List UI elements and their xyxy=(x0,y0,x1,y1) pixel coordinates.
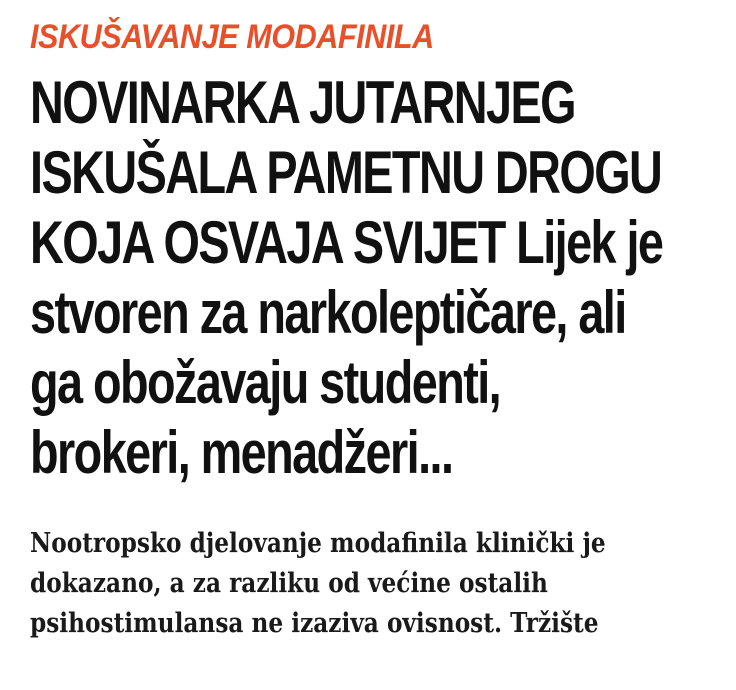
article-headline[interactable] xyxy=(30,68,720,488)
article-kicker[interactable]: ISKUŠAVANJE MODAFINILA xyxy=(30,18,434,56)
headline-line: NOVINARKA JUTARNJEG xyxy=(30,69,576,136)
lead-line: psihostimulansa ne izaziva ovisnost. Tržište xyxy=(30,608,599,639)
headline-line: ga obožavaju studenti, xyxy=(30,349,501,416)
lead-line: dokazano, a za razliku od većine ostalih xyxy=(30,568,548,599)
headline-line: ISKUŠALA PAMETNU DROGU xyxy=(30,139,662,206)
headline-line: stvoren za narkoleptičare, ali xyxy=(30,279,626,346)
lead-line: Nootropsko djelovanje modafinila klinički je xyxy=(30,528,606,559)
article-teaser xyxy=(30,14,720,644)
article-lead xyxy=(30,524,720,644)
headline-line: brokeri, menadžeri... xyxy=(30,419,453,486)
headline-line: KOJA OSVAJA SVIJET Lijek je xyxy=(30,209,663,276)
